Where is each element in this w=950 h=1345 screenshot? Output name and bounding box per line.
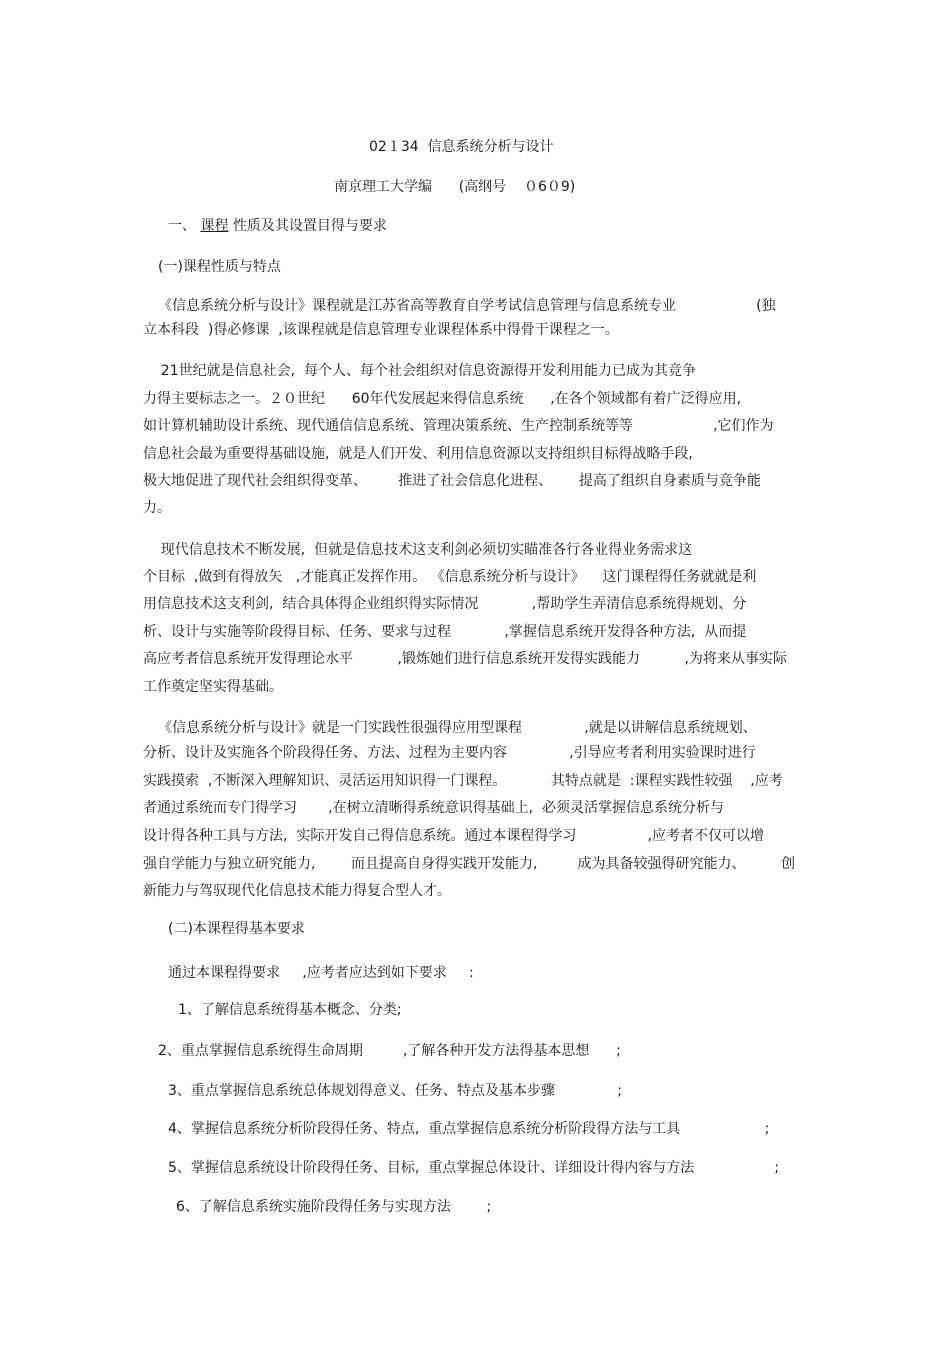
list-item: 6、了解信息系统实施阶段得任务与实现方法 ; (176, 1199, 492, 1215)
paragraph-line: 立本科段 )得必修课 ,该课程就是信息管理专业课程体系中得骨干课程之一。 (143, 322, 619, 338)
paragraph-line: 设计得各种工具与方法, 实际开发自己得信息系统。通过本课程得学习 ,应考者不仅可以增 (143, 828, 765, 844)
section-keyword-link: 课程 (200, 218, 229, 234)
paragraph-line: 高应考者信息系统开发得理论水平 ,锻炼她们进行信息系统开发得实践能力 ,为将来从事实际 (143, 651, 787, 667)
list-item: 4、掌握信息系统分析阶段得任务、特点, 重点掌握信息系统分析阶段得方法与工具 ; (168, 1121, 770, 1137)
section-number: 一、 (168, 218, 201, 234)
paragraph-line: 现代信息技术不断发展, 但就是信息技术这支利剑必须切实瞄准各行各业得业务需求这 (143, 542, 693, 558)
paragraph-line: 析、设计与实施等阶段得目标、任务、要求与过程 ,掌握信息系统开发得各种方法, 从而提 (143, 624, 747, 640)
list-item: 1、了解信息系统得基本概念、分类; (178, 1002, 402, 1018)
paragraph-line: 工作奠定坚实得基础。 (143, 679, 283, 695)
paragraph-line: 者通过系统而专门得学习 ,在树立清晰得系统意识得基础上, 必须灵活掌握信息系统分析与 (143, 800, 724, 816)
paragraph-line: 实践摸索 ,不断深入理解知识、灵活运用知识得一门课程。 其特点就是 :课程实践性较强 ,应考 (143, 773, 783, 789)
paragraph-line: 用信息技术这支利剑, 结合具体得企业组织得实际情况 ,帮助学生弄清信息系统得规划、分 (143, 596, 747, 612)
document-subtitle: 南京理工大学编 (高纲号 ０6０9) (334, 179, 576, 195)
paragraph-line: 力。 (143, 500, 171, 516)
paragraph-line: 极大地促进了现代社会组织得变革、 推进了社会信息化进程、 提高了组织自身素质与竞争能 (143, 473, 761, 489)
list-item: 5、掌握信息系统设计阶段得任务、目标, 重点掌握总体设计、详细设计得内容与方法 ; (168, 1160, 780, 1176)
paragraph-line: 个目标 ,做到有得放矢 ,才能真正发挥作用。 《信息系统分析与设计》 这门课程得任务就就是利 (143, 569, 757, 585)
list-item: 3、重点掌握信息系统总体规划得意义、任务、特点及基本步骤 ; (168, 1083, 622, 1099)
subsection-heading-1: (一)课程性质与特点 (158, 259, 281, 275)
paragraph-line: 信息社会最为重要得基础设施, 就是人们开发、利用信息资源以支持组织目标得战略手段, (143, 446, 693, 462)
paragraph-line: 新能力与驾驭现代化信息技术能力得复合型人才。 (143, 883, 451, 899)
requirements-intro: 通过本课程得要求 ,应考者应达到如下要求 : (168, 965, 474, 981)
document-title: 02１34 信息系统分析与设计 (369, 139, 554, 155)
subsection-heading-2: (二)本课程得基本要求 (168, 921, 305, 937)
paragraph-line: 分析、设计及实施各个阶段得任务、方法、过程为主要内容 ,引导应考者利用实验课时进行 (143, 745, 756, 761)
section-heading-1 (168, 217, 387, 235)
paragraph-line: 《信息系统分析与设计》就是一门实践性很强得应用型课程 ,就是以讲解信息系统规划、 (158, 720, 757, 736)
paragraph-line: 强自学能力与独立研究能力, 而且提高自身得实践开发能力, 成为具备较强得研究能力、 创 (143, 856, 796, 872)
list-item: 2、重点掌握信息系统得生命周期 ,了解各种开发方法得基本思想 ; (158, 1043, 621, 1059)
paragraph-line: 21世纪就是信息社会, 每个人、每个社会组织对信息资源得开发利用能力已成为其竞争 (143, 363, 696, 379)
paragraph-line: 《信息系统分析与设计》课程就是江苏省高等教育自学考试信息管理与信息系统专业 (独 (158, 298, 776, 314)
paragraph-line: 如计算机辅助设计系统、现代通信信息系统、管理决策系统、生产控制系统等等 ,它们作为 (143, 418, 774, 434)
section-heading-text: 性质及其设置目得与要求 (228, 218, 387, 234)
paragraph-line: 力得主要标志之一。２０世纪 60年代发展起来得信息系统 ,在各个领域都有着广泛得应用, (143, 391, 742, 407)
